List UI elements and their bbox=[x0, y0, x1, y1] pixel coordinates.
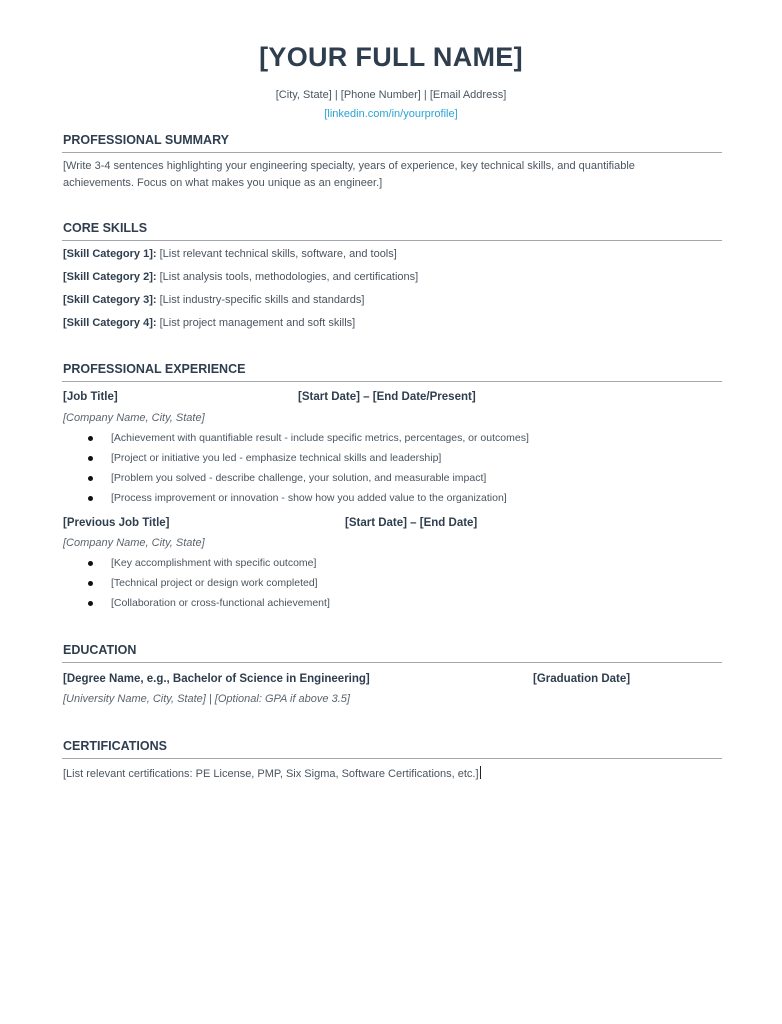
skill-category: [Skill Category 4]: bbox=[63, 317, 157, 329]
section-title-education: EDUCATION bbox=[63, 643, 137, 657]
skill-row[interactable] bbox=[63, 248, 397, 260]
section-divider bbox=[62, 240, 722, 241]
job-company[interactable]: [Company Name, City, State] bbox=[63, 537, 205, 549]
contact-line[interactable]: [City, State] | [Phone Number] | [Email Address] bbox=[275, 89, 507, 101]
job-bullet[interactable]: [Problem you solved - describe challenge, your solution, and measurable impact] bbox=[111, 472, 487, 484]
bullet-icon bbox=[88, 476, 93, 481]
bullet-icon bbox=[88, 456, 93, 461]
job-bullet[interactable]: [Achievement with quantifiable result - include specific metrics, percentages, or outcomes] bbox=[111, 432, 529, 444]
job-bullet[interactable]: [Project or initiative you led - emphasize technical skills and leadership] bbox=[111, 452, 442, 464]
section-title-experience: PROFESSIONAL EXPERIENCE bbox=[63, 362, 246, 376]
skill-value: [List analysis tools, methodologies, and certifications] bbox=[156, 271, 419, 283]
school-info[interactable]: [University Name, City, State] | [Optional: GPA if above 3.5] bbox=[63, 693, 350, 705]
skill-value: [List relevant technical skills, software, and tools] bbox=[156, 248, 397, 260]
job-bullet[interactable]: [Process improvement or innovation - show how you added value to the organization] bbox=[111, 492, 507, 504]
bullet-icon bbox=[88, 581, 93, 586]
section-title-summary: PROFESSIONAL SUMMARY bbox=[63, 133, 229, 147]
graduation-date[interactable]: [Graduation Date] bbox=[533, 673, 631, 685]
skill-row[interactable] bbox=[63, 317, 355, 329]
skill-value: [List industry-specific skills and standards] bbox=[156, 294, 365, 306]
skill-category: [Skill Category 2]: bbox=[63, 271, 157, 283]
certifications-text: [List relevant certifications: PE License, PMP, Six Sigma, Software Certifications, etc.] bbox=[63, 768, 479, 780]
job-dates[interactable]: [Start Date] – [End Date] bbox=[345, 517, 478, 529]
section-divider bbox=[62, 381, 722, 382]
skill-category: [Skill Category 1]: bbox=[63, 248, 157, 260]
skill-value: [List project management and soft skills] bbox=[156, 317, 356, 329]
section-divider bbox=[62, 662, 722, 663]
summary-line-2[interactable]: achievements. Focus on what makes you unique as an engineer.] bbox=[63, 177, 383, 189]
degree-name[interactable]: [Degree Name, e.g., Bachelor of Science in Engineering] bbox=[63, 673, 370, 685]
skill-row[interactable] bbox=[63, 271, 418, 283]
section-divider bbox=[62, 758, 722, 759]
job-bullet[interactable]: [Key accomplishment with specific outcome] bbox=[111, 557, 317, 569]
bullet-icon bbox=[88, 496, 93, 501]
linkedin-link[interactable]: [linkedin.com/in/yourprofile] bbox=[324, 108, 458, 120]
text-cursor bbox=[480, 766, 481, 779]
job-dates[interactable]: [Start Date] – [End Date/Present] bbox=[298, 391, 476, 403]
job-bullet[interactable]: [Technical project or design work completed] bbox=[111, 577, 318, 589]
section-divider bbox=[62, 152, 722, 153]
bullet-icon bbox=[88, 601, 93, 606]
job-bullet[interactable]: [Collaboration or cross-functional achievement] bbox=[111, 597, 330, 609]
summary-line-1[interactable]: [Write 3-4 sentences highlighting your engineering specialty, years of experience, key technical skills, and quantifiable bbox=[63, 160, 635, 172]
certifications-line[interactable] bbox=[63, 766, 481, 780]
section-title-skills: CORE SKILLS bbox=[63, 221, 148, 235]
skill-category: [Skill Category 3]: bbox=[63, 294, 157, 306]
full-name[interactable]: [YOUR FULL NAME] bbox=[259, 42, 523, 72]
section-title-certifications: CERTIFICATIONS bbox=[63, 739, 167, 753]
bullet-icon bbox=[88, 436, 93, 441]
job-company[interactable]: [Company Name, City, State] bbox=[63, 412, 205, 424]
job-title[interactable]: [Previous Job Title] bbox=[63, 517, 170, 529]
bullet-icon bbox=[88, 561, 93, 566]
job-title[interactable]: [Job Title] bbox=[63, 391, 118, 403]
skill-row[interactable] bbox=[63, 294, 364, 306]
